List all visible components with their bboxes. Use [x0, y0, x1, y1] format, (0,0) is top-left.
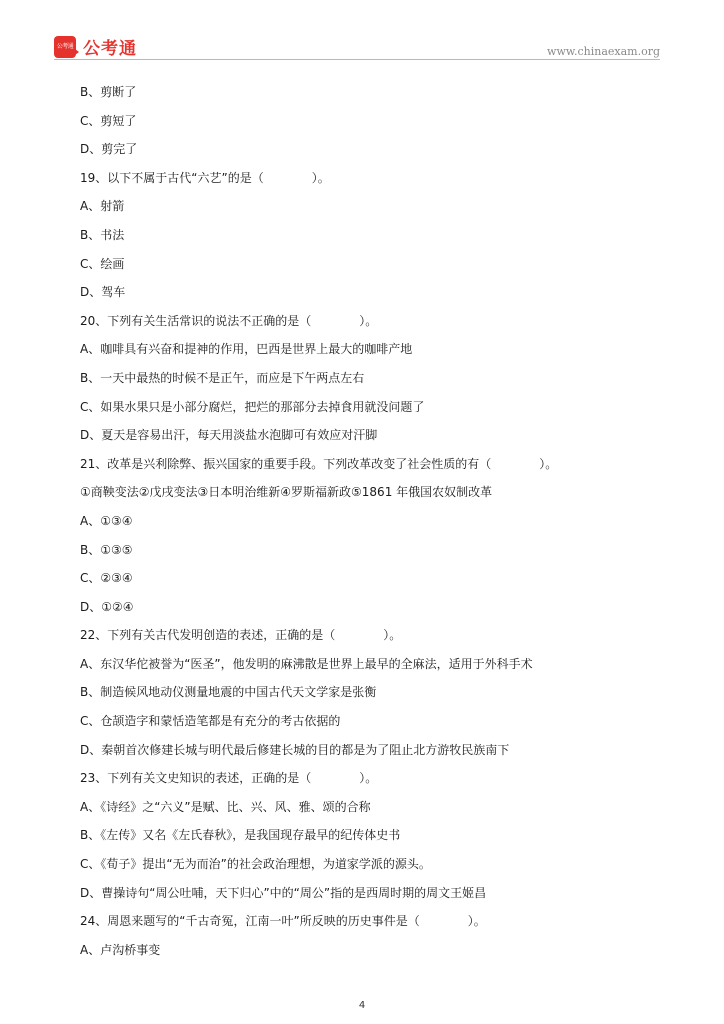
text-line: C、绘画 — [80, 256, 125, 271]
text-line: C、《荀子》提出“无为而治”的社会政治理想，为道家学派的源头。 — [80, 857, 431, 872]
text-line: 23、下列有关文史知识的表述，正确的是（ ）。 — [80, 771, 378, 786]
text-line: A、东汉华佗被誉为“医圣”，他发明的麻沸散是世界上最早的全麻法，适用于外科手术 — [80, 656, 533, 671]
text-line: 22、下列有关古代发明创造的表述，正确的是（ ）。 — [80, 628, 402, 643]
text-line: A、卢沟桥事变 — [80, 942, 161, 957]
text-line: 19、以下不属于古代“六艺”的是（ ）。 — [80, 170, 330, 185]
text-line: D、夏天是容易出汗，每天用淡盐水泡脚可有效应对汗脚 — [80, 428, 378, 443]
text-line: B、《左传》又名《左氏春秋》，是我国现存最早的纪传体史书 — [80, 828, 401, 843]
logo-text: 公考通 — [83, 39, 137, 59]
document-body — [80, 78, 670, 964]
text-line: A、①③④ — [80, 513, 133, 528]
text-line: A、咖啡具有兴奋和提神的作用，巴西是世界上最大的咖啡产地 — [80, 342, 413, 357]
text-line: 21、改革是兴利除弊、振兴国家的重要手段。下列改革改变了社会性质的有（ ）。 — [80, 456, 558, 471]
text-line: D、驾车 — [80, 285, 126, 300]
text-line: A、射箭 — [80, 199, 125, 214]
logo — [54, 34, 137, 59]
logo-badge-icon: 公考通 — [54, 36, 76, 58]
text-line: D、①②④ — [80, 599, 134, 614]
text-line: B、一天中最热的时候不是正午，而应是下午两点左右 — [80, 370, 365, 385]
text-line: B、①③⑤ — [80, 542, 133, 557]
site-url: www.chinaexam.org — [547, 45, 660, 58]
text-line: D、秦朝首次修建长城与明代最后修建长城的目的都是为了阻止北方游牧民族南下 — [80, 742, 510, 757]
text-line: D、剪完了 — [80, 142, 138, 157]
text-line: B、剪断了 — [80, 85, 137, 99]
page-header — [0, 0, 724, 60]
text-line: C、②③④ — [80, 571, 133, 586]
text-line: C、如果水果只是小部分腐烂，把烂的那部分去掉食用就没问题了 — [80, 399, 425, 414]
text-line: 20、下列有关生活常识的说法不正确的是（ ）。 — [80, 313, 378, 328]
header-divider — [54, 59, 660, 60]
text-line: 24、周恩来题写的“千古奇冤，江南一叶”所反映的历史事件是（ ）。 — [80, 914, 486, 929]
text-line: ①商鞅变法②戊戌变法③日本明治维新④罗斯福新政⑤1861 年俄国农奴制改革 — [80, 485, 493, 500]
text-line: B、书法 — [80, 227, 125, 242]
text-line: A、《诗经》之“六义”是赋、比、兴、风、雅、颂的合称 — [80, 799, 371, 814]
text-line: B、制造候风地动仪测量地震的中国古代天文学家是张衡 — [80, 685, 377, 700]
text-line: C、剪短了 — [80, 113, 137, 128]
text-line: C、仓颉造字和蒙恬造笔都是有充分的考古依据的 — [80, 714, 341, 729]
text-line: D、曹操诗句“周公吐哺，天下归心”中的“周公”指的是西周时期的周文王姬昌 — [80, 885, 487, 900]
page-number: 4 — [358, 1000, 366, 1011]
